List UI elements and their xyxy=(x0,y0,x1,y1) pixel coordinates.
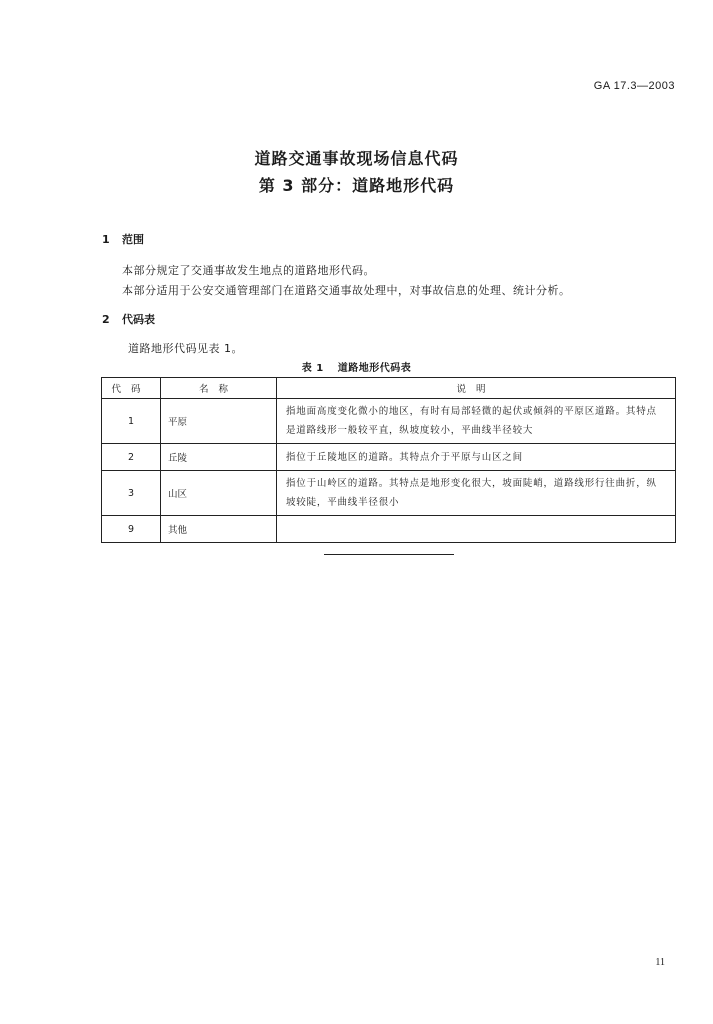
page-number: 11 xyxy=(655,957,665,968)
end-divider xyxy=(324,554,454,555)
column-header-name: 名称 xyxy=(161,378,277,399)
cell-description: 指位于丘陵地区的道路。其特点介于平原与山区之间 xyxy=(277,444,676,471)
cell-description xyxy=(277,516,676,543)
document-title: 道路交通事故现场信息代码 xyxy=(254,149,459,168)
table-row xyxy=(102,471,676,516)
table-caption-title: 道路地形代码表 xyxy=(337,363,412,374)
table-row xyxy=(102,516,676,543)
cell-code: 2 xyxy=(102,444,161,471)
cell-name: 丘陵 xyxy=(161,444,277,471)
table-row xyxy=(102,399,676,444)
table-caption xyxy=(0,359,713,374)
standard-code: GA 17.3—2003 xyxy=(593,80,675,92)
cell-code: 1 xyxy=(102,399,161,444)
table-header-row xyxy=(102,378,676,399)
table-caption-number: 表 1 xyxy=(301,363,324,374)
paragraph: 道路地形代码见表 1。 xyxy=(128,342,243,355)
section-heading-code-table xyxy=(102,311,155,327)
section-title: 范围 xyxy=(122,233,144,246)
section-title: 代码表 xyxy=(122,313,155,326)
paragraph: 本部分适用于公安交通管理部门在道路交通事故处理中，对事故信息的处理、统计分析。 xyxy=(122,284,571,297)
cell-code: 9 xyxy=(102,516,161,543)
cell-name: 山区 xyxy=(161,471,277,516)
paragraph: 本部分规定了交通事故发生地点的道路地形代码。 xyxy=(122,264,375,277)
cell-name: 平原 xyxy=(161,399,277,444)
cell-name: 其他 xyxy=(161,516,277,543)
column-header-code: 代码 xyxy=(102,378,161,399)
section-heading-scope xyxy=(102,231,144,247)
cell-code: 3 xyxy=(102,471,161,516)
cell-description: 指位于山岭区的道路。其特点是地形变化很大，坡面陡峭，道路线形行往曲折，纵坡较陡，平曲线半径很小 xyxy=(277,471,676,516)
column-header-description: 说明 xyxy=(277,378,676,399)
terrain-code-table xyxy=(101,377,676,543)
document-subtitle: 第 3 部分：道路地形代码 xyxy=(258,176,455,195)
section-number: 2 xyxy=(102,313,110,326)
cell-description: 指地面高度变化微小的地区，有时有局部轻微的起伏或倾斜的平原区道路。其特点是道路线形一般较平直，纵坡度较小，平曲线半径较大 xyxy=(277,399,676,444)
section-number: 1 xyxy=(102,233,110,246)
table-row xyxy=(102,444,676,471)
